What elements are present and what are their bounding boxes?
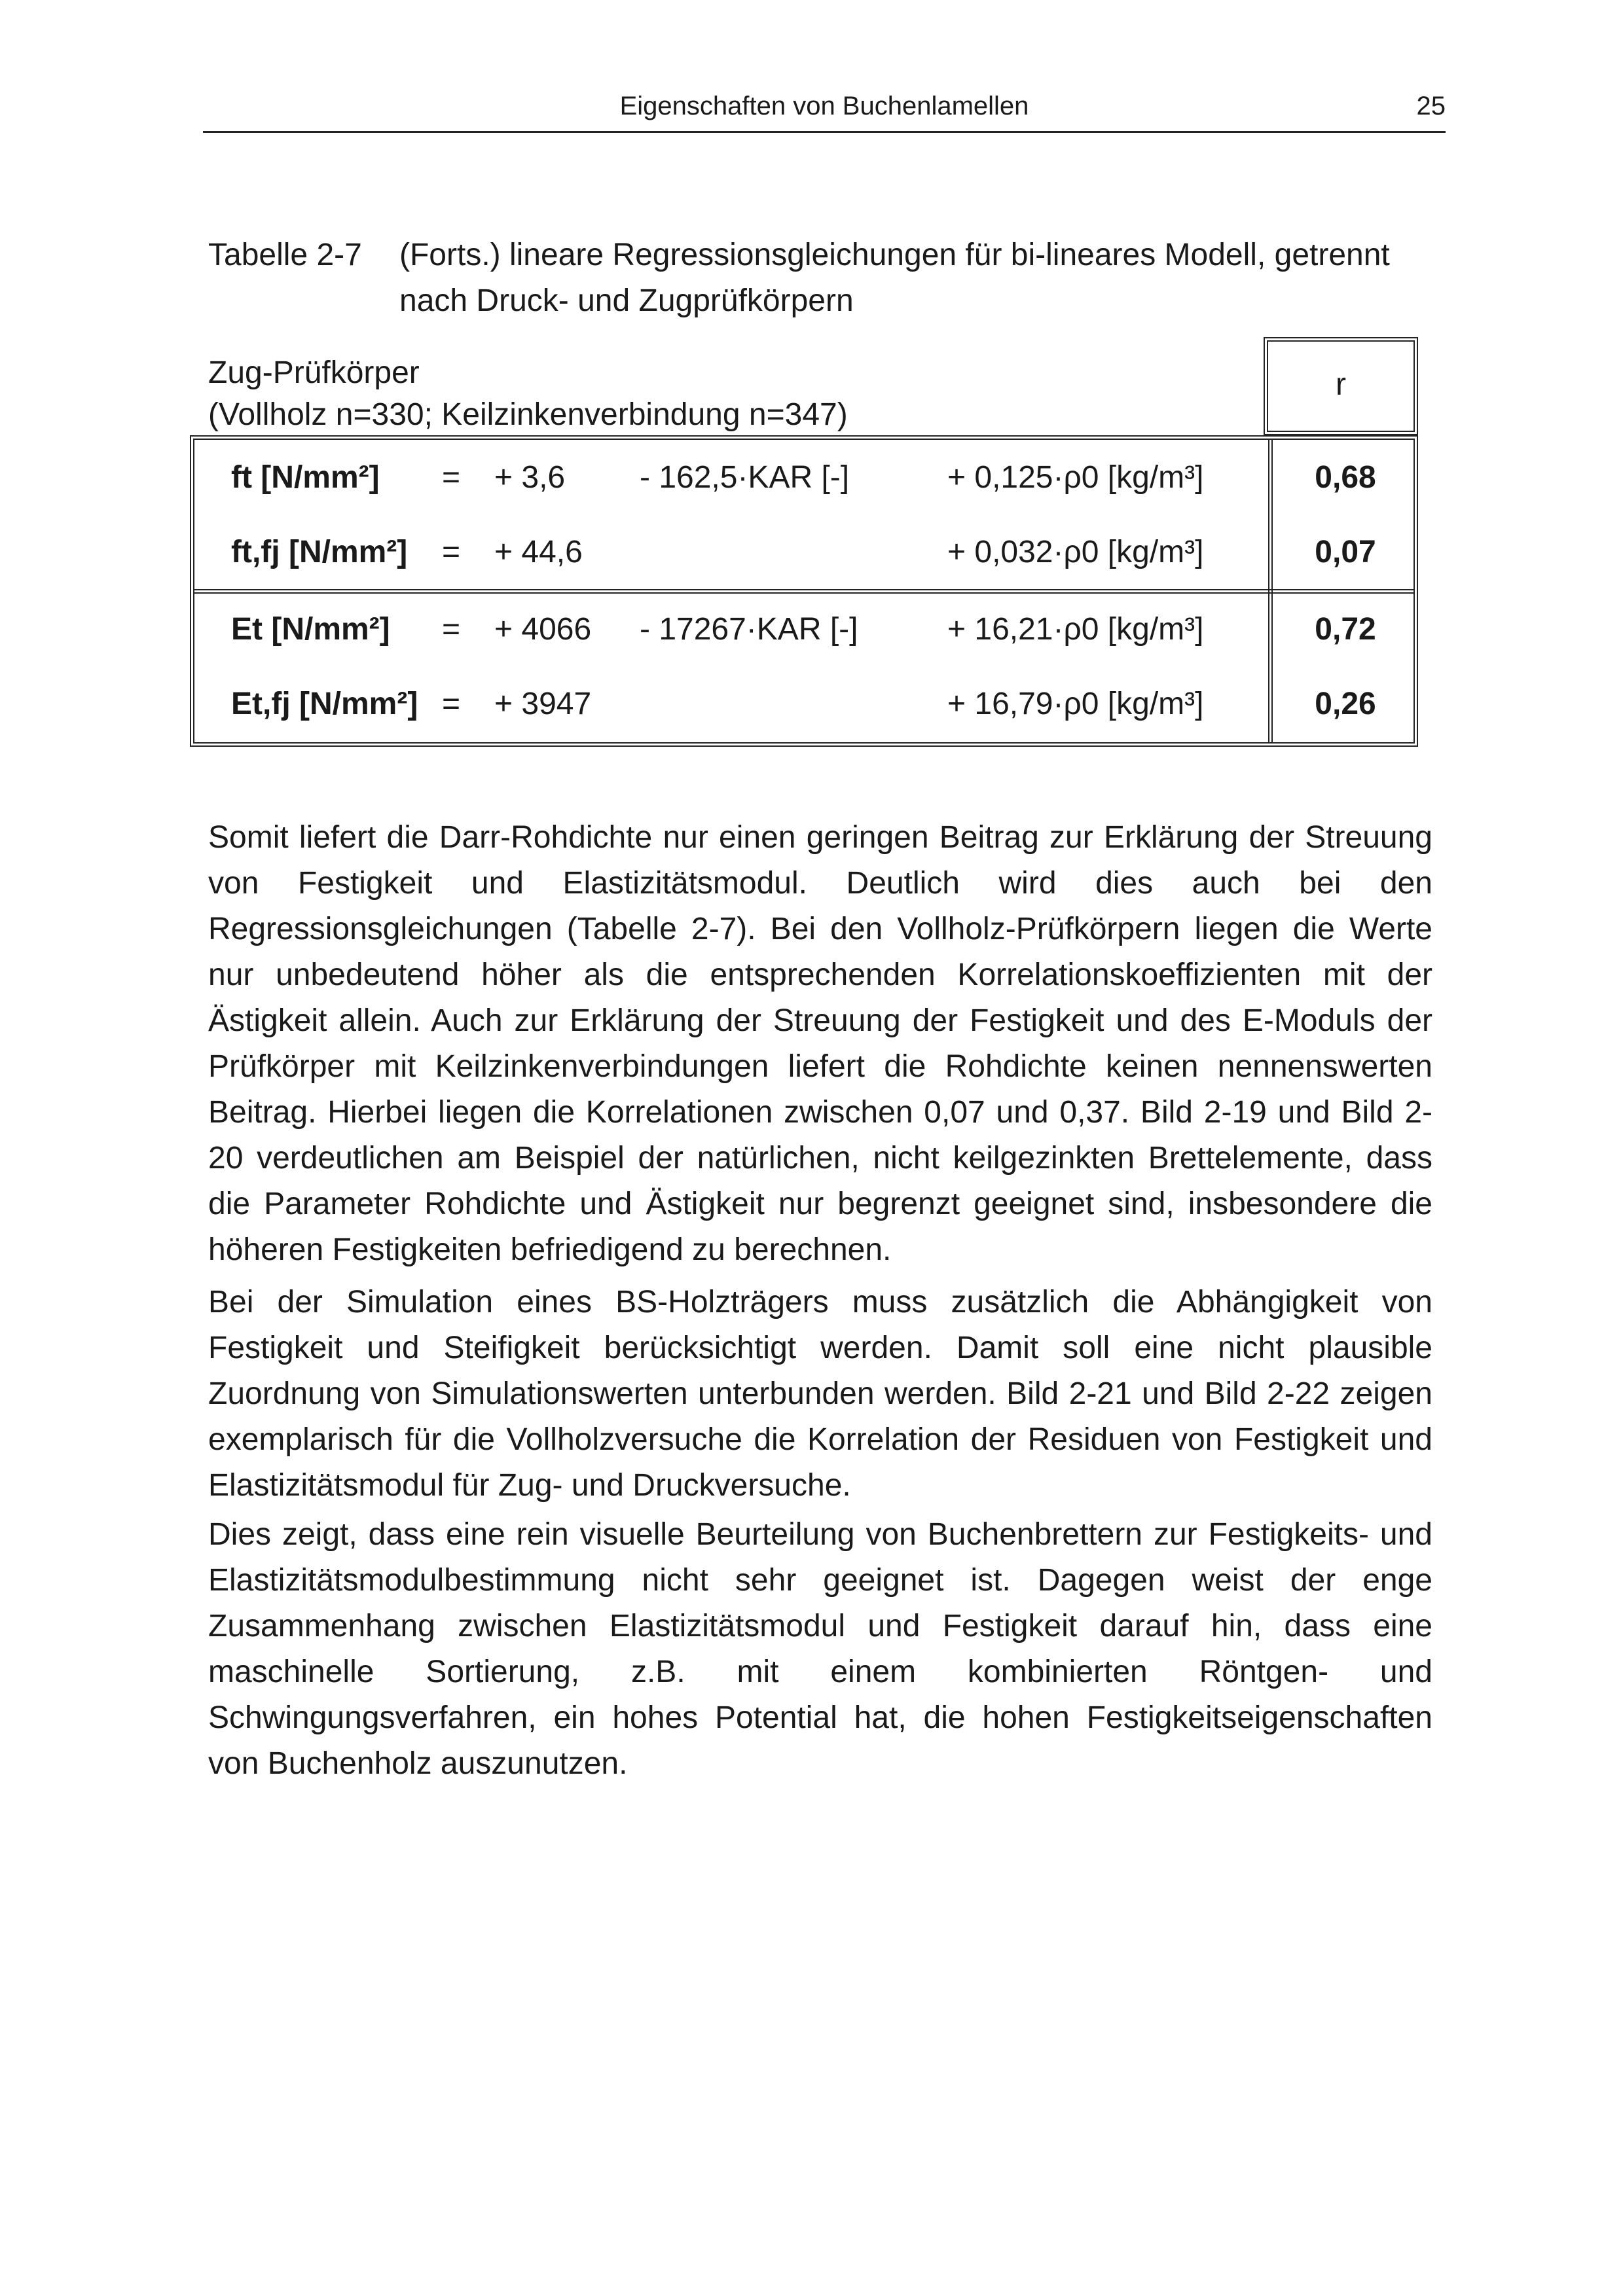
page-number: 25 (1416, 92, 1446, 120)
row-equals: = (442, 460, 461, 495)
row-r-value: 0,68 (1315, 460, 1376, 495)
table-group-header (208, 352, 848, 436)
row-r-value: 0,07 (1315, 535, 1376, 569)
row-r-value: 0,72 (1315, 612, 1376, 647)
row-constant: + 44,6 (494, 535, 583, 569)
row-constant: + 4066 (494, 612, 592, 647)
row-density-term: + 16,21·ρ0 [kg/m³] (947, 612, 1204, 647)
r-header: r (1336, 367, 1346, 402)
caption-label: Tabelle 2-7 (208, 238, 362, 272)
row-density-term: + 0,032·ρ0 [kg/m³] (947, 535, 1204, 569)
r-header-cell (1264, 337, 1418, 435)
body-paragraph-2: Bei der Simulation eines BS-Holzträgers muss zusätzlich die Abhängigkeit von Festigkeit und Steifigkeit berücksichtigt werden. Damit soll eine nicht plausible Zuordnung von Simulationswerten unterbunden werden. Bild 2-21 und Bild 2-22 zeigen exemplarisch für die Vollholzversuche die Korrelation der Residuen von Festigkeit und Elastizitätsmodul für Zug- und Druckversuche. (208, 1285, 1432, 1503)
body-paragraph-1: Somit liefert die Darr-Rohdichte nur einen geringen Beitrag zur Erklärung der Streuung von Festigkeit und Elastizitätsmodul. Deutlich wird dies auch bei den Regressionsgleichungen (Tabelle 2-7). Bei den Vollholz-Prüfkörpern liegen die Werte nur unbedeutend höher als die entsprechenden Korrelationskoeffizienten mit der Ästigkeit allein. Auch zur Erklärung der Streuung der Festigkeit und des E-Moduls der Prüfkörper mit Keilzinkenverbindungen liefert die Rohdichte keinen nennenswerten Beitrag. Hierbei liegen die Korrelationen zwischen 0,07 und 0,37. Bild 2-19 und Bild 2-20 verdeutlichen am Beispiel der natürlichen, nicht keilgezinkten Brettelemente, dass die Parameter Rohdichte und Ästigkeit nur begrenzt geeignet sind, insbesondere die höheren Festigkeiten befriedigend zu berechnen. (208, 820, 1432, 1267)
table-row (194, 520, 1413, 585)
row-density-term: + 16,79·ρ0 [kg/m³] (947, 687, 1204, 721)
header-title: Eigenschaften von Buchenlamellen (619, 92, 1029, 120)
row-equals: = (442, 535, 461, 569)
row-variable: Et,fj [N/mm²] (231, 687, 418, 721)
row-variable: ft [N/mm²] (231, 460, 380, 495)
row-equals: = (442, 612, 461, 647)
row-density-term: + 0,125·ρ0 [kg/m³] (947, 460, 1204, 495)
page-header (203, 92, 1446, 133)
table-row (194, 597, 1413, 662)
row-constant: + 3947 (494, 687, 592, 721)
row-kar-term: - 162,5·KAR [-] (640, 460, 850, 495)
group-title: Zug-Prüfkörper (208, 355, 420, 390)
caption-text: (Forts.) lineare Regressionsgleichungen für bi-lineares Modell, getrennt nach Druck- und Zugprüfkörpern (399, 238, 1390, 318)
row-equals: = (442, 687, 461, 721)
table-row (194, 672, 1413, 737)
row-r-value: 0,26 (1315, 687, 1376, 721)
table-row (194, 445, 1413, 511)
body-paragraph-3: Dies zeigt, dass eine rein visuelle Beurteilung von Buchenbrettern zur Festigkeits- und Elastizitätsmodulbestimmung nicht sehr geeignet ist. Dagegen weist der enge Zusammenhang zwischen Elastizitätsmodul und Festigkeit darauf hin, dass eine maschinelle Sortierung, z.B. mit einem kombinierten Röntgen- und Schwingungsverfahren, ein hohes Potential hat, die hohen Festigkeitseigenschaften von Buchenholz auszunutzen. (208, 1517, 1432, 1781)
row-constant: + 3,6 (494, 460, 566, 495)
row-variable: ft,fj [N/mm²] (231, 535, 408, 569)
row-variable: Et [N/mm²] (231, 612, 390, 647)
group-info: (Vollholz n=330; Keilzinkenverbindung n=347) (208, 397, 848, 432)
regression-table (190, 435, 1418, 747)
row-group-divider (194, 589, 1413, 594)
row-kar-term: - 17267·KAR [-] (640, 612, 858, 647)
